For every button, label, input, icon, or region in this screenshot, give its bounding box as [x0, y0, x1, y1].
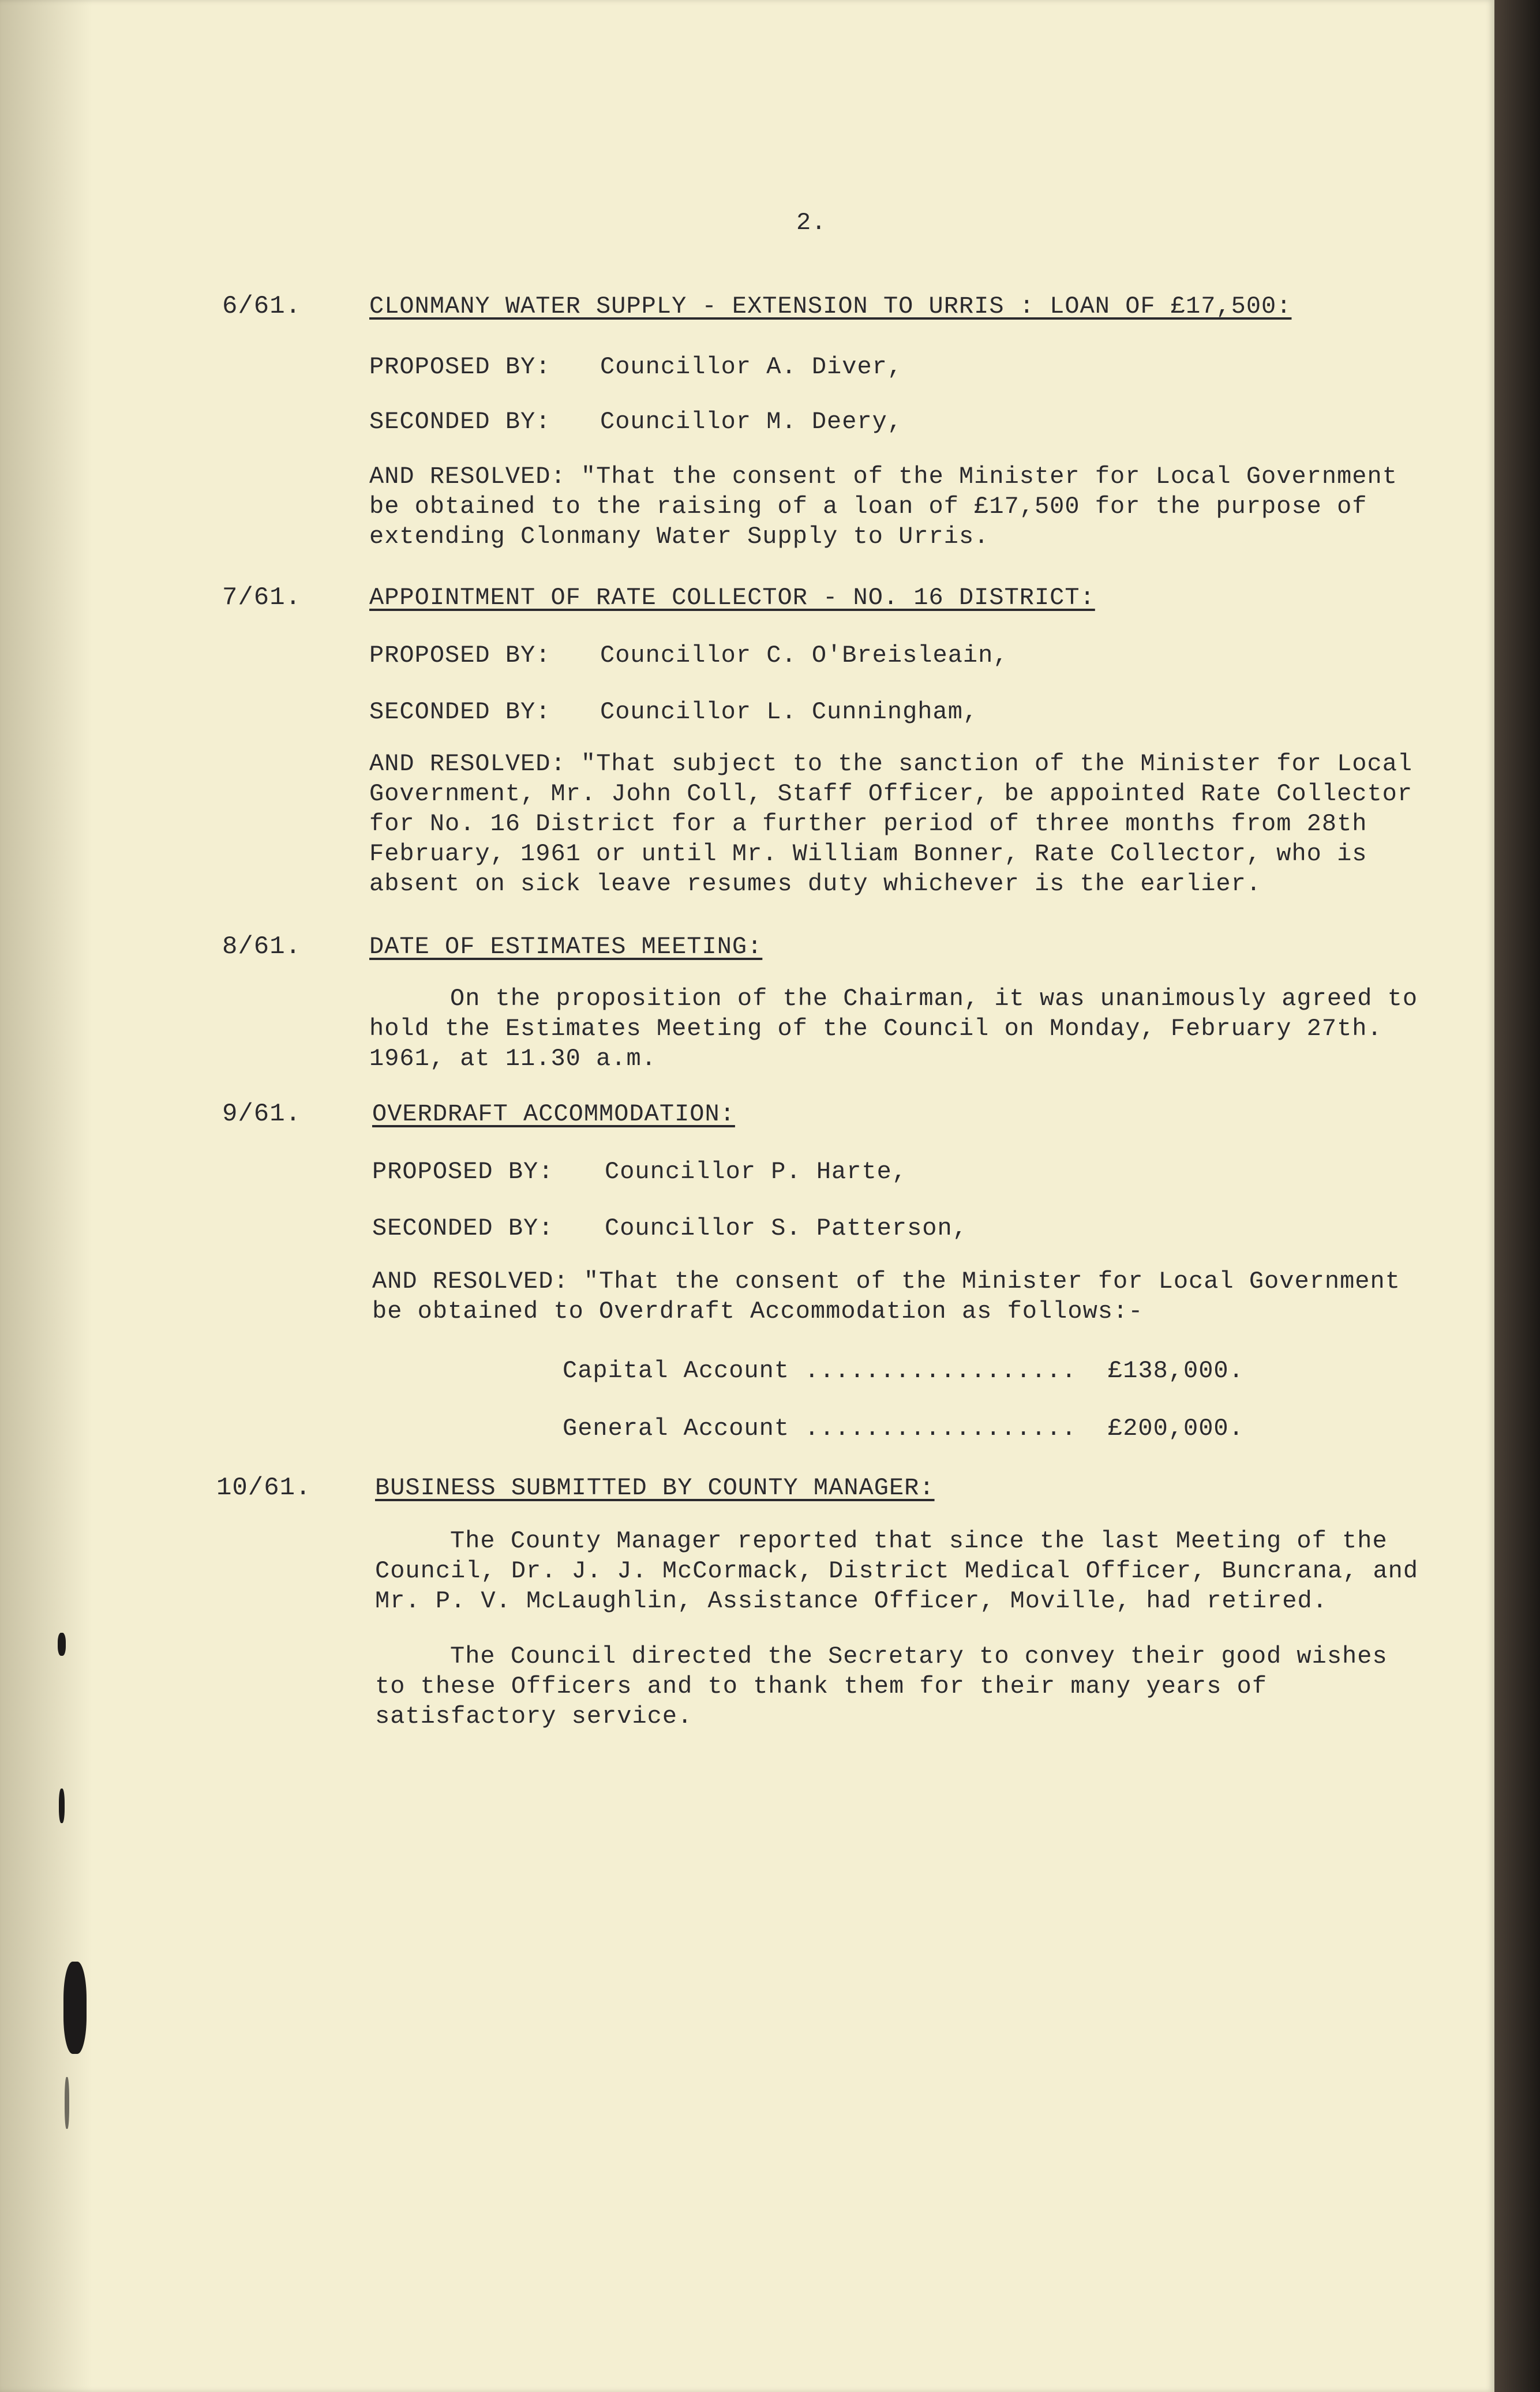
seconded-by: Councillor M. Deery,	[600, 408, 903, 436]
item-number: 7/61.	[222, 583, 302, 612]
seconded-label: SECONDED BY:	[369, 698, 551, 726]
proposed-label: PROPOSED BY:	[372, 1158, 554, 1186]
seconded-label: SECONDED BY:	[372, 1214, 554, 1242]
item-number: 8/61.	[222, 932, 302, 961]
item-heading: OVERDRAFT ACCOMMODATION:	[372, 1100, 735, 1128]
account-name: General Account ..................	[563, 1415, 1077, 1442]
page-edge	[1494, 0, 1540, 2392]
resolved-label: AND RESOLVED:	[369, 463, 566, 490]
proposed-label: PROPOSED BY:	[369, 353, 551, 381]
proposed-by: Councillor P. Harte,	[605, 1158, 908, 1186]
resolved-text: "That the consent of the Minister for Local Government be obtained to Overdraft Accommodation as follows:-	[372, 1268, 1400, 1325]
item-heading: CLONMANY WATER SUPPLY - EXTENSION TO URRIS : LOAN OF £17,500:	[369, 293, 1292, 320]
ink-mark	[65, 2077, 69, 2129]
item-number: 6/61.	[222, 292, 302, 321]
page-number: 2.	[796, 209, 827, 237]
item-heading: APPOINTMENT OF RATE COLLECTOR - NO. 16 DISTRICT:	[369, 584, 1095, 612]
item-heading: BUSINESS SUBMITTED BY COUNTY MANAGER:	[375, 1474, 935, 1502]
account-amount: £138,000.	[1108, 1357, 1244, 1385]
resolution-block	[369, 749, 1431, 899]
resolved-text: "That the consent of the Minister for Local Government be obtained to the raising of a loan of £17,500 for the purpose of extending Clonmany Water Supply to Urris.	[369, 463, 1397, 550]
ink-blot	[63, 1962, 87, 2054]
item-body: On the proposition of the Chairman, it was unanimously agreed to hold the Estimates Meeting of the Council on Monday, February 27th. 1961, at 11.30 a.m.	[369, 985, 1418, 1073]
seconded-by: Councillor L. Cunningham,	[600, 698, 979, 726]
resolved-label: AND RESOLVED:	[372, 1268, 569, 1295]
proposed-by: Councillor A. Diver,	[600, 353, 903, 381]
proposed-label: PROPOSED BY:	[369, 642, 551, 669]
item-paragraph: The County Manager reported that since the last Meeting of the Council, Dr. J. J. McCormack, District Medical Officer, Buncrana, and Mr. P. V. McLaughlin, Assistance Officer, Moville, had retired.	[375, 1527, 1419, 1615]
resolved-label: AND RESOLVED:	[369, 750, 566, 778]
ink-mark	[58, 1633, 66, 1656]
item-paragraph: The Council directed the Secretary to convey their good wishes to these Officers and to thank them for their many years of satisfactory service.	[375, 1643, 1388, 1730]
item-number: 10/61.	[216, 1474, 312, 1502]
account-name: Capital Account ..................	[563, 1357, 1077, 1385]
resolved-text: "That subject to the sanction of the Minister for Local Government, Mr. John Coll, Staff Officer, be appointed Rate Collector for No. 16 District for a further period of three months from 28th February, 1961 or until Mr. William Bonner, Rate Collector, who is absent on sick leave resumes duty whichever is the earlier.	[369, 750, 1413, 898]
seconded-label: SECONDED BY:	[369, 408, 551, 436]
account-amount: £200,000.	[1108, 1415, 1244, 1442]
seconded-by: Councillor S. Patterson,	[605, 1214, 968, 1242]
item-number: 9/61.	[222, 1100, 302, 1128]
proposed-by: Councillor C. O'Breisleain,	[600, 642, 1009, 669]
item-heading: DATE OF ESTIMATES MEETING:	[369, 933, 763, 961]
ink-mark	[59, 1789, 65, 1823]
resolution-block	[369, 462, 1431, 552]
resolution-block	[372, 1266, 1434, 1326]
